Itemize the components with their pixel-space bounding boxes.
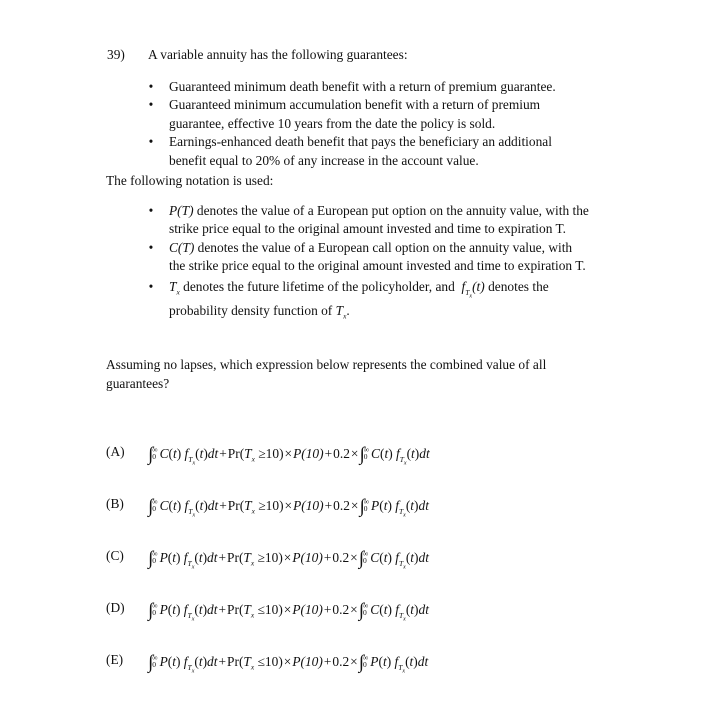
guarantee-1-line-1: Guaranteed minimum death benefit with a return of premium guarantee. [169, 79, 556, 94]
bullet: • [148, 279, 154, 294]
bullet: • [148, 240, 154, 255]
notation-1-line-2: strike price equal to the original amount invested and time to expiration T. [169, 221, 567, 236]
guarantee-3-line-2: benefit equal to 20% of any increase in the account value. [169, 153, 479, 168]
bullet: • [148, 79, 154, 94]
bullet: • [148, 203, 154, 218]
notation-3-line-2: probability density function of $T_x$. [169, 303, 350, 321]
option-formula: ∫ ∞ 0 P(t) $f_{T_x}(t)dt+Pr(T_x \le 10)\times P(10)+0.2\times\int$ ∞ 0 P(t) $f_{T_x}(t)dt$ [148, 652, 429, 675]
option-formula: ∫ ∞ 0 C(t) $f_{T_x}(t)dt+Pr(T_x \ge 10)\times P(10)+0.2\times\int$ ∞ 0 P(t) $f_{T_x}(t)dt$ [148, 496, 429, 519]
option-formula: ∫ ∞ 0 P(t) $f_{T_x}(t)dt+Pr(T_x \le 10)\times P(10)+0.2\times\int$ ∞ 0 C(t) $f_{T_x}(t)dt$ [148, 600, 429, 623]
guarantee-3-line-1: Earnings-enhanced death benefit that pays the beneficiary an additional [169, 134, 552, 149]
option-label: (E) [106, 652, 124, 667]
question-number: 39) [107, 47, 125, 62]
bullet: • [148, 134, 154, 149]
notation-2-symbol: C(T) [169, 240, 195, 255]
notation-3-line-1: $T_x$ denotes the future lifetime of the policyholder, and $f_{T_x}(t)$ denotes the [169, 279, 549, 300]
notation-intro: The following notation is used: [106, 173, 274, 188]
prompt-line-2: guarantees? [106, 376, 170, 391]
notation-2-line-1: C(T) denotes the value of a European call option on the annuity value, with [169, 240, 573, 255]
option-label: (A) [106, 444, 125, 459]
notation-1-symbol: P(T) [169, 203, 194, 218]
option-label: (C) [106, 548, 124, 563]
option-formula: ∫ ∞ 0 C(t) $f_{T_x}(t)dt+Pr(T_x \ge 10)\times P(10)+0.2\times\int$ ∞ 0 C(t) $f_{T_x}(t)dt$ [148, 444, 430, 467]
guarantee-2-line-2: guarantee, effective 10 years from the date the policy is sold. [169, 116, 496, 131]
notation-1-line-1: P(T) denotes the value of a European put option on the annuity value, with the [169, 203, 589, 218]
option-label: (D) [106, 600, 125, 615]
guarantee-2-line-1: Guaranteed minimum accumulation benefit with a return of premium [169, 97, 541, 112]
prompt-line-1: Assuming no lapses, which expression below represents the combined value of all [106, 357, 547, 372]
option-formula: ∫ ∞ 0 P(t) $f_{T_x}(t)dt+Pr(T_x \ge 10)\times P(10)+0.2\times\int$ ∞ 0 C(t) $f_{T_x}(t)dt$ [148, 548, 429, 571]
option-label: (B) [106, 496, 124, 511]
question-stem: A variable annuity has the following guarantees: [148, 47, 408, 62]
bullet: • [148, 97, 154, 112]
notation-2-line-2: the strike price equal to the original amount invested and time to expiration T. [169, 258, 586, 273]
